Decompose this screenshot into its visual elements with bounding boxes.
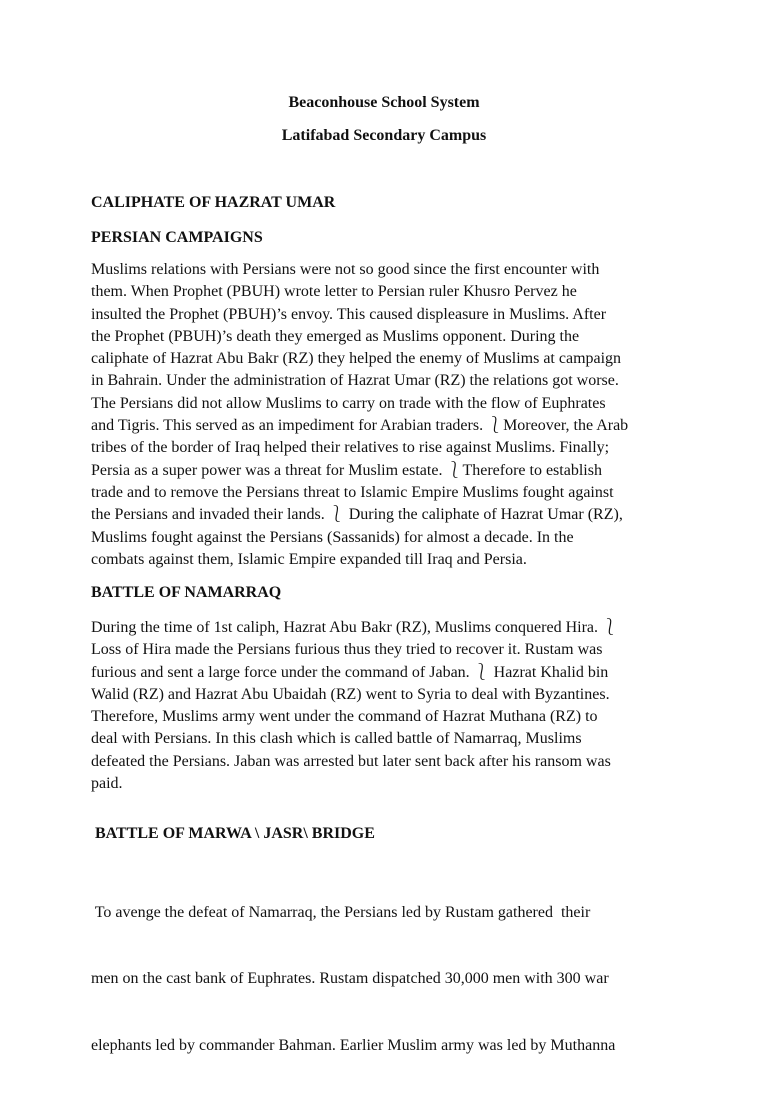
section-heading-persian-campaigns: PERSIAN CAMPAIGNS	[91, 229, 263, 246]
text-line: Walid (RZ) and Hazrat Abu Ubaidah (RZ) went to Syria to deal with Byzantines.	[91, 685, 610, 703]
text-line: and Tigris. This served as an impediment for Arabian traders. ⎱Moreover, the Arab	[91, 417, 629, 435]
text-line: paid.	[91, 775, 123, 793]
text-line: the Prophet (PBUH)’s death they emerged as Muslims opponent. During the	[91, 327, 580, 345]
text-line: the Persians and invaded their lands. ⎱ During the caliphate of Hazrat Umar (RZ),	[91, 506, 623, 524]
paragraph-persian-campaigns	[91, 259, 691, 571]
text-line: furious and sent a large force under the command of Jaban. ⎱ Hazrat Khalid bin	[91, 663, 609, 681]
text-line: tribes of the border of Iraq helped their relatives to rise against Muslims. Finally;	[91, 439, 610, 457]
text-line: trade and to remove the Persians threat to Islamic Empire Muslims fought against	[91, 483, 614, 501]
text-line: deal with Persians. In this clash which is called battle of Namarraq, Muslims	[91, 730, 582, 748]
campus-name: Latifabad Secondary Campus	[281, 127, 487, 144]
text-line: The Persians did not allow Muslims to carry on trade with the flow of Euphrates	[91, 394, 606, 412]
text-line: Therefore, Muslims army went under the command of Hazrat Muthana (RZ) to	[91, 708, 598, 726]
text-line: defeated the Persians. Jaban was arrested but later sent back after his ransom was	[91, 752, 611, 770]
section-heading-battle-of-namarraq: BATTLE OF NAMARRAQ	[91, 584, 282, 601]
text-line: insulted the Prophet (PBUH)’s envoy. This caused displeasure in Muslims. After	[91, 305, 607, 323]
school-name: Beaconhouse School System	[288, 94, 480, 111]
text-line: Muslims relations with Persians were not so good since the first encounter with	[91, 261, 600, 278]
text-line: Loss of Hira made the Persians furious thus they tried to recover it. Rustam was	[91, 641, 603, 659]
text-line: caliphate of Hazrat Abu Bakr (RZ) they helped the enemy of Muslims at campaign	[91, 350, 622, 368]
text-line: combats against them, Islamic Empire expanded till Iraq and Persia.	[91, 550, 527, 568]
text-line: Persia as a super power was a threat for Muslim estate. ⎱Therefore to establish	[91, 461, 602, 479]
text-line: in Bahrain. Under the administration of Hazrat Umar (RZ) the relations got worse.	[91, 372, 619, 390]
text-line: To avenge the defeat of Namarraq, the Persians led by Rustam gathered their	[91, 903, 591, 921]
paragraph-battle-of-marwa	[91, 857, 691, 1102]
text-line: men on the cast bank of Euphrates. Rustam dispatched 30,000 men with 300 war	[91, 970, 609, 988]
text-line: elephants led by commander Bahman. Earlier Muslim army was led by Muthanna	[91, 1037, 616, 1055]
section-heading-battle-of-marwa: BATTLE OF MARWA \ JASR\ BRIDGE	[95, 825, 375, 842]
paragraph-battle-of-namarraq	[91, 617, 691, 795]
text-line: During the time of 1st caliph, Hazrat Abu Bakr (RZ), Muslims conquered Hira. ⎱	[91, 619, 618, 636]
text-line: Muslims fought against the Persians (Sassanids) for almost a decade. In the	[91, 528, 574, 546]
text-line: them. When Prophet (PBUH) wrote letter to Persian ruler Khusro Pervez he	[91, 283, 577, 301]
document-title: CALIPHATE OF HAZRAT UMAR	[91, 194, 336, 211]
